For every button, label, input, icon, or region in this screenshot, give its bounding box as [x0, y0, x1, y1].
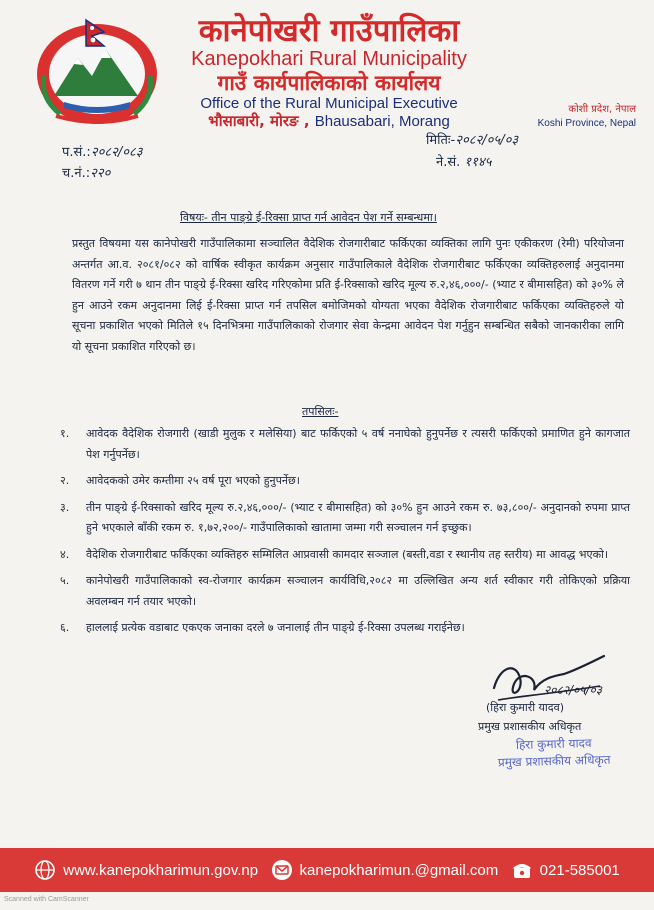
- body-paragraph: प्रस्तुत विषयमा यस कानेपोखरी गाउँपालिकामा सञ्चालित वैदेशिक रोजगारीबाट फर्किएका व्यक्तिका लागि पुनः एकीकरण (रेमी) परियोजना अन्तर्गत आ.व. २०८१/०८२ को वार्षिक स्वीकृत कार्यक्रम अनुसार गाउँपालिकाले वैदेशिक रोजगारीबाट फर्किएका व्यक्तिहरुलाई अनुदानमा वितरण गर्ने गरी ७ थान तीन पाङ्ग्रे ई-रिक्सा खरिद गरिएकोमा प्रति ई-रिक्साको खरिद मूल्य रु.२,४६,०००/- (भ्याट र बीमासहित) को ३०% ले हुन आउने रकम अनुदानमा लिई ई-रिक्सा प्राप्त गर्न तपसिल बमोजिमको योग्यता भएका वैदेशिक रोजगारीबाट फर्किएका व्यक्तिहरुले यो सूचना प्रकाशित भएको मितिले १५ दिनभित्रमा गाउँपालिकाको रोजगार सेवा केन्द्रमा आवेदन पेश गर्नुहुन सम्बन्धित सबैको जानकारीका लागि यो सूचना प्रकाशित गरिएको छ।: [72, 237, 624, 353]
- scanner-watermark: Scanned with CamScanner: [4, 896, 89, 903]
- list-item: १. आवेदक वैदेशिक रोजगारी (खाडी मुलुक र मलेसिया) बाट फर्किएको ५ वर्ष ननाघेको हुनुपर्नेछ र त्यसरी फर्किएको प्रमाणित हुने कागजात पेश गर्नुपर्नेछ।: [60, 427, 630, 461]
- footer-email[interactable]: [271, 859, 499, 881]
- subject-line: विषयः- तीन पाङ्ग्रे ई-रिक्सा प्राप्त गर्न आवेदन पेश गर्ने सम्बन्धमा।: [180, 211, 437, 224]
- stamp-title: प्रमुख प्रशासकीय अधिकृत: [497, 752, 611, 770]
- province-en: Koshi Province, Nepal: [537, 118, 636, 129]
- reference-ps: [62, 145, 143, 161]
- details-heading: तपसिलः-: [302, 405, 339, 418]
- location-en: Bhausabari, Morang: [314, 113, 450, 130]
- signatory-name: (हिरा कुमारी यादव): [486, 701, 565, 714]
- globe-icon: [34, 859, 56, 881]
- municipality-name-en: Kanepokhari Rural Municipality: [191, 48, 467, 70]
- reference-ne: [436, 155, 491, 171]
- location-np: भौसाबारी, मोरङ: [208, 112, 299, 130]
- website-text: www.kanepokharimun.gov.np: [63, 861, 259, 879]
- phone-text: 021-585001: [539, 861, 620, 879]
- list-item: ३. तीन पाङ्ग्रे ई-रिक्साको खरिद मूल्य रु.२,४६,०००/- (भ्याट र बीमासहित) को ३०% हुन आउने रकम रु. ७३,८००/- अनुदानको रुपमा प्राप्त हुने भएकाले बाँकी रकम रु. १,७२,२००/- गाउँपालिकाको खातामा जम्मा गरी सञ्चालन गर्न इच्छुक।: [60, 500, 630, 534]
- email-text: kanepokharimun.@gmail.com: [299, 861, 499, 879]
- footer-website[interactable]: [34, 859, 258, 881]
- list-item: २. आवेदकको उमेर कम्तीमा २५ वर्ष पूरा भएको हुनुपर्नेछ।: [60, 474, 300, 487]
- stamp-name: हिरा कुमारी यादव: [515, 736, 592, 752]
- municipality-emblem-icon: [34, 16, 160, 128]
- ps-label: प.सं.:: [62, 145, 91, 160]
- cn-value: २२०: [90, 166, 111, 181]
- municipality-name-np: कानेपोखरी गाउँपालिका: [198, 13, 460, 49]
- signature-date: २०८२/०५/०३: [544, 683, 603, 697]
- date-value: २०८२/०५/०३: [455, 133, 519, 148]
- province-np: कोशी प्रदेश, नेपाल: [568, 104, 636, 115]
- date-label: मितिः-: [426, 133, 456, 148]
- ne-value: ११४५: [464, 155, 492, 170]
- details-list: [60, 424, 630, 645]
- signatory-title: प्रमुख प्रशासकीय अधिकृत: [478, 720, 582, 733]
- office-name-en: Office of the Rural Municipal Executive: [200, 95, 458, 112]
- list-item: ६. हाललाई प्रत्येक वडाबाट एकएक जनाका दरले ७ जनालाई तीन पाङ्ग्रे ई-रिक्सा उपलब्ध गराईनेछ।: [60, 621, 465, 634]
- footer-phone[interactable]: [511, 859, 620, 881]
- office-name-np: गाउँ कार्यपालिकाको कार्यालय: [217, 71, 441, 95]
- contact-footer: [0, 848, 654, 892]
- ne-label: ने.सं.: [436, 155, 461, 170]
- email-icon: [271, 859, 293, 881]
- reference-date: [426, 133, 518, 149]
- ps-value: २०८२/०८३: [90, 145, 143, 160]
- phone-icon: [511, 859, 533, 881]
- cn-label: च.नं.:: [62, 166, 91, 181]
- list-item: ५. कानेपोखरी गाउँपालिकाको स्व-रोजगार कार्यक्रम सञ्चालन कार्यविधि,२०८२ मा उल्लिखित अन्य शर्त स्वीकार गरी तोकिएको प्रक्रिया अवलम्बन गर्न तयार भएको।: [60, 574, 630, 608]
- office-location: भौसाबारी, मोरङ , Bhausabari, Morang: [208, 112, 450, 130]
- list-item: ४. वैदेशिक रोजगारीबाट फर्किएका व्यक्तिहरु सम्मिलित आप्रवासी कामदार सञ्जाल (बस्ती,वडा र स्थानीय तह स्तरीय) मा आवद्ध भएको।: [60, 547, 609, 561]
- reference-cn: [62, 166, 110, 182]
- official-stamp: [484, 734, 625, 772]
